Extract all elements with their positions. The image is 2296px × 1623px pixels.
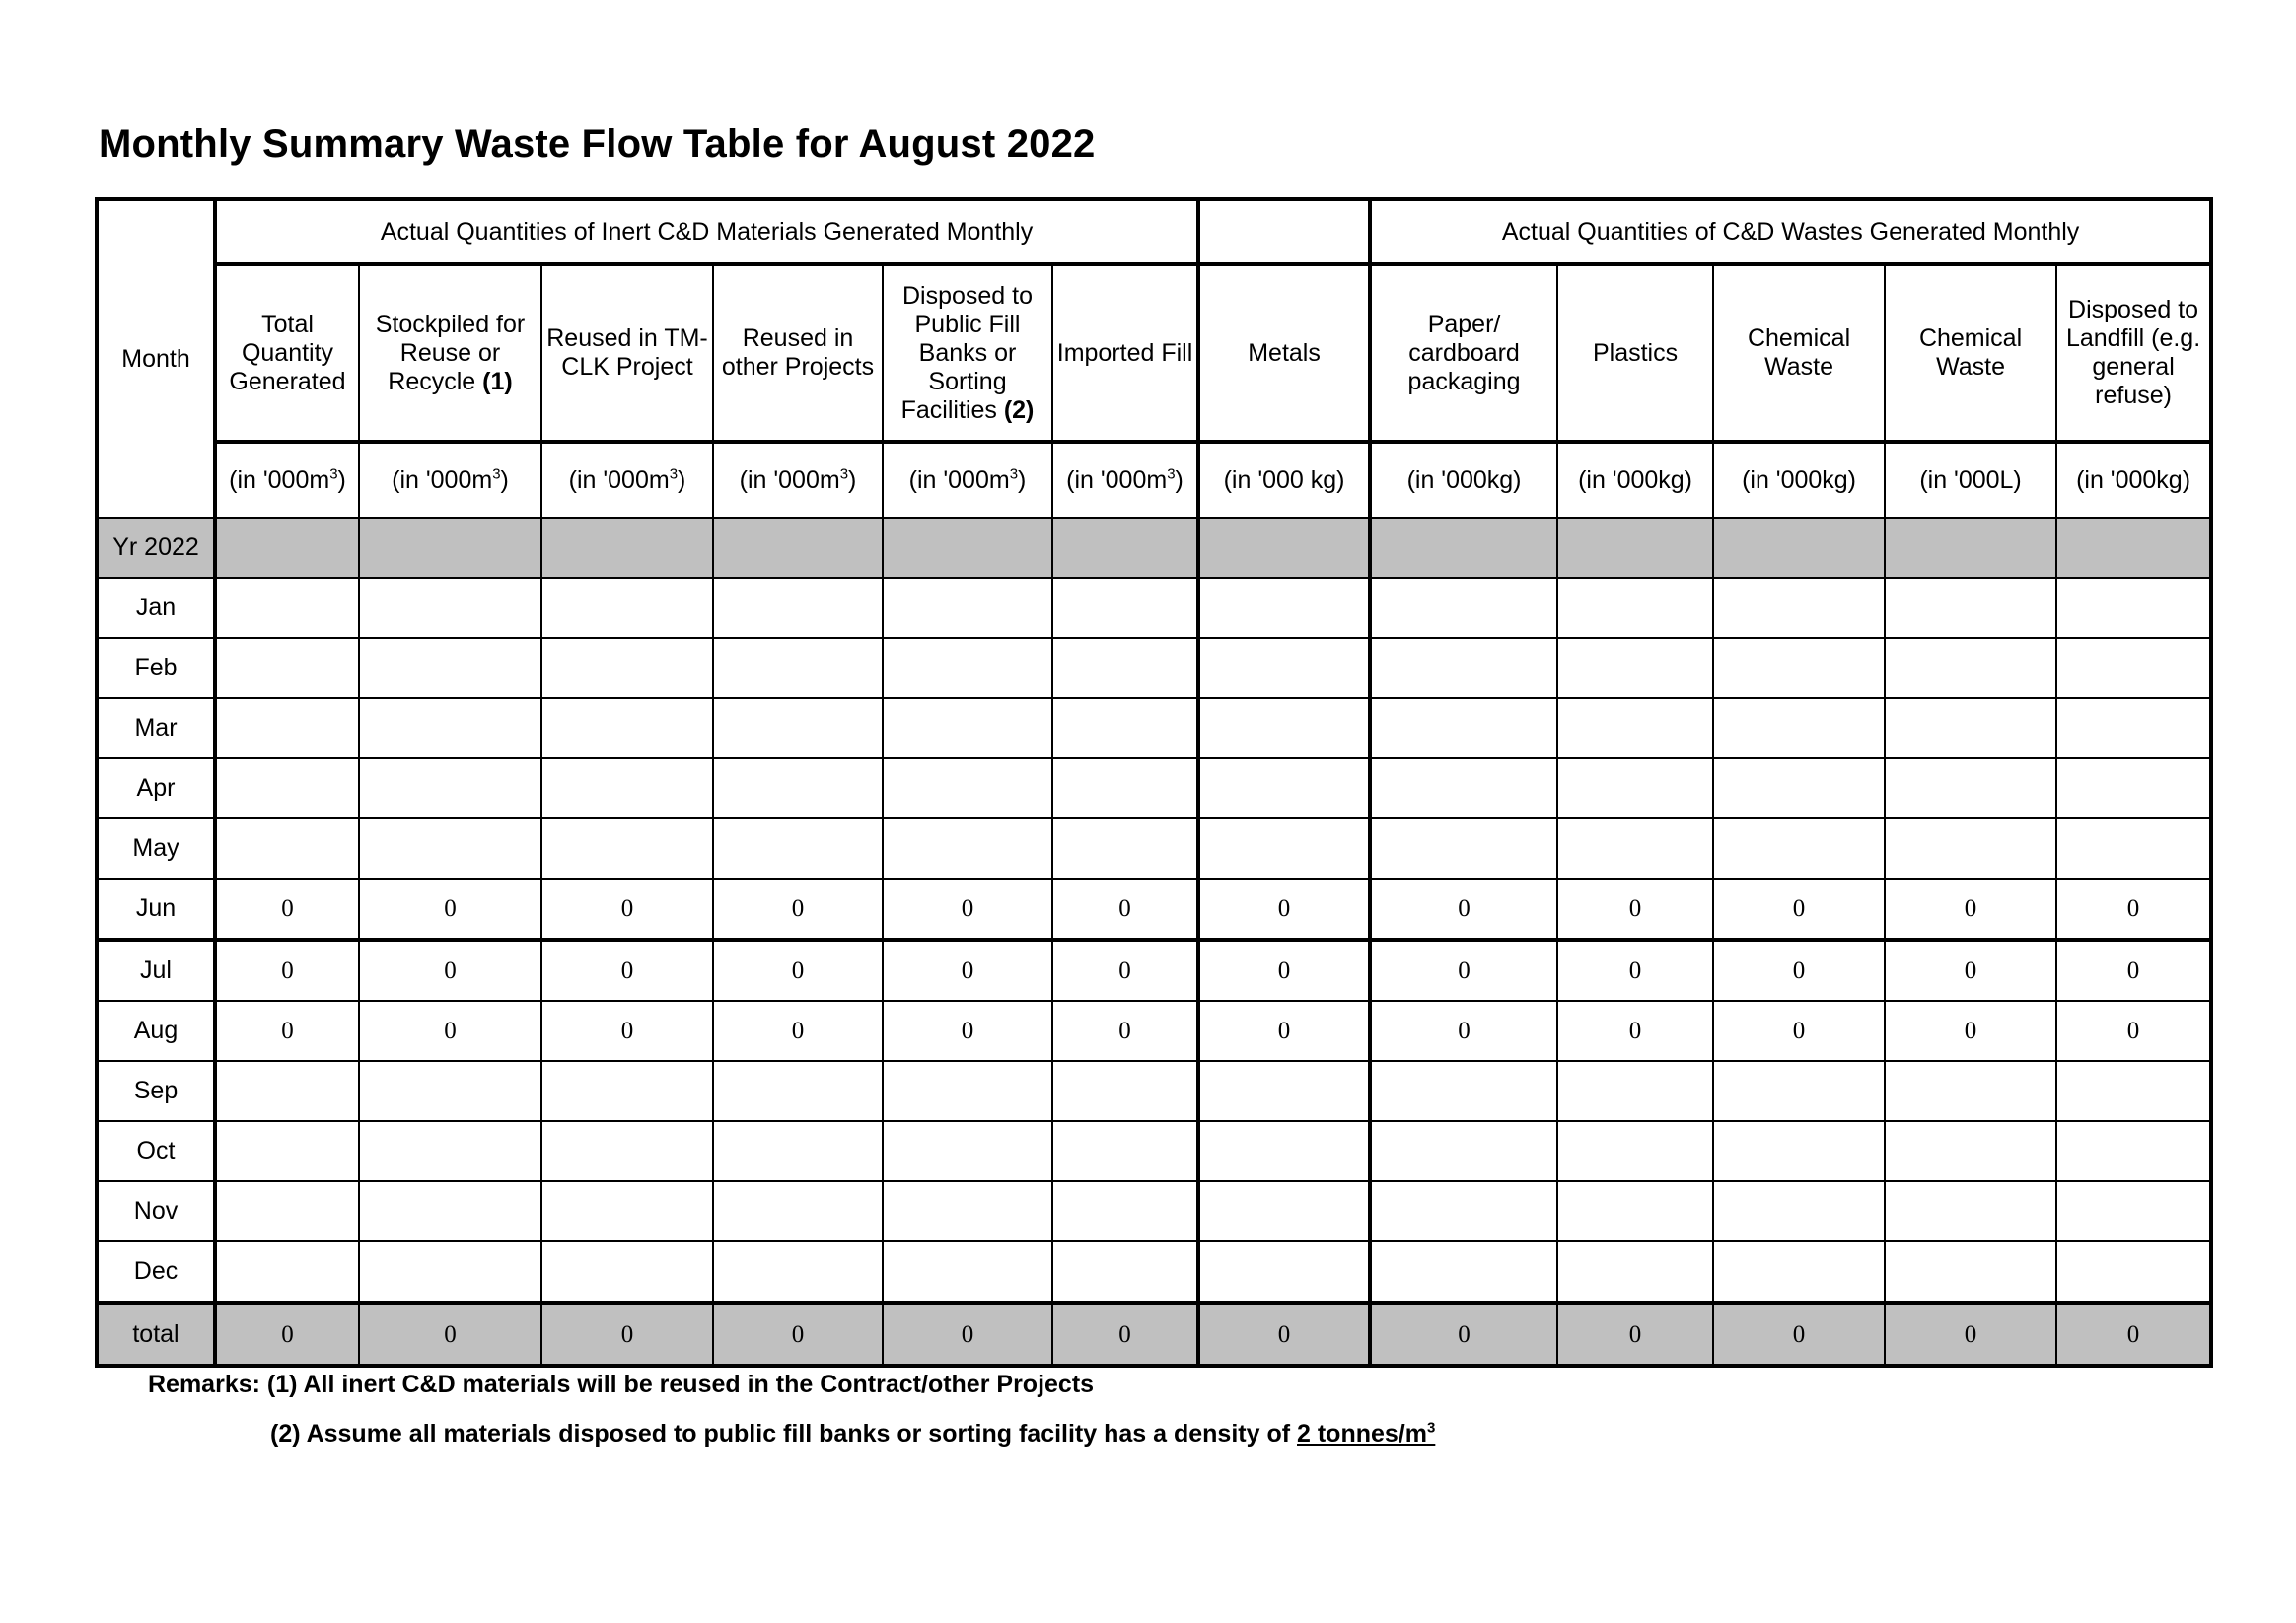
- table-cell: [883, 1121, 1052, 1181]
- table-cell: [541, 698, 713, 758]
- table-row: [97, 879, 2211, 940]
- table-cell: [883, 1061, 1052, 1121]
- table-cell: [1198, 638, 1370, 698]
- table-cell: [1052, 1241, 1198, 1303]
- table-cell: 0: [883, 1303, 1052, 1366]
- table-cell: [883, 638, 1052, 698]
- table-cell: [883, 518, 1052, 578]
- table-row: [97, 638, 2211, 698]
- table-cell: [1885, 1181, 2056, 1241]
- table-cell: [359, 698, 541, 758]
- table-cell: [541, 638, 713, 698]
- table-cell: [1052, 1061, 1198, 1121]
- table-cell: 0: [713, 1303, 883, 1366]
- table-cell: [1557, 758, 1713, 818]
- table-cell: [1713, 1121, 1885, 1181]
- table-cell: 0: [2056, 1001, 2211, 1061]
- table-cell: [1557, 1181, 1713, 1241]
- table-cell: [359, 818, 541, 879]
- table-cell: 0: [713, 940, 883, 1001]
- table-cell: [215, 638, 359, 698]
- table-cell: 0: [1370, 879, 1557, 940]
- remarks-line-1: Remarks: (1) All inert C&D materials will be reused in the Contract/other Projects: [148, 1371, 1095, 1398]
- table-cell: [2056, 578, 2211, 638]
- month-header: Month: [97, 199, 215, 518]
- table-cell: [1713, 818, 1885, 879]
- table-cell: [359, 1061, 541, 1121]
- table-cell: [1198, 518, 1370, 578]
- year-row: [97, 518, 2211, 578]
- table-cell: [215, 1061, 359, 1121]
- col-header-chemical-waste-kg: Chemical Waste: [1713, 264, 1885, 442]
- row-label: Feb: [97, 638, 215, 698]
- table-cell: [2056, 758, 2211, 818]
- table-cell: [883, 758, 1052, 818]
- table-cell: [541, 1181, 713, 1241]
- table-cell: [1713, 1241, 1885, 1303]
- unit-disposed-public: (in '$000m^3$): [883, 442, 1052, 518]
- table-cell: [1052, 1181, 1198, 1241]
- table-cell: [713, 1241, 883, 1303]
- unit-paper: (in '000kg): [1370, 442, 1557, 518]
- table-cell: 0: [1713, 1001, 1885, 1061]
- table-cell: [713, 638, 883, 698]
- table-cell: 0: [713, 879, 883, 940]
- group-header-inert: Actual Quantities of Inert C&D Materials Generated Monthly: [215, 199, 1198, 264]
- table-cell: 0: [883, 1001, 1052, 1061]
- col-header-plastics: Plastics: [1557, 264, 1713, 442]
- table-cell: [215, 1241, 359, 1303]
- table-cell: 0: [359, 940, 541, 1001]
- table-cell: 0: [1557, 940, 1713, 1001]
- table-cell: [541, 758, 713, 818]
- table-cell: [359, 1121, 541, 1181]
- col-header-disposed-public: Disposed to Public Fill Banks or Sorting Facilities (2): [883, 264, 1052, 442]
- table-cell: [1198, 698, 1370, 758]
- row-label: Jan: [97, 578, 215, 638]
- table-cell: [1885, 638, 2056, 698]
- table-cell: 0: [1885, 1303, 2056, 1366]
- table-cell: 0: [1052, 1303, 1198, 1366]
- table-cell: 0: [1885, 1001, 2056, 1061]
- col-header-paper: Paper/ cardboard packaging: [1370, 264, 1557, 442]
- table-cell: [359, 758, 541, 818]
- table-cell: [541, 1121, 713, 1181]
- col-header-metals: Metals: [1198, 264, 1370, 442]
- table-row: [97, 1181, 2211, 1241]
- unit-landfill: (in '000kg): [2056, 442, 2211, 518]
- table-cell: [1370, 518, 1557, 578]
- row-label: Jul: [97, 940, 215, 1001]
- table-cell: 0: [215, 1001, 359, 1061]
- table-cell: [1885, 578, 2056, 638]
- table-cell: [883, 578, 1052, 638]
- table-cell: [2056, 1121, 2211, 1181]
- remarks-line-2: (2) Assume all materials disposed to public fill banks or sorting facility has a density of 2 tonnes/$m^3$: [270, 1419, 1436, 1447]
- table-row: [97, 1001, 2211, 1061]
- table-cell: [215, 1121, 359, 1181]
- row-label: Mar: [97, 698, 215, 758]
- table-cell: [1713, 1061, 1885, 1121]
- table-cell: [359, 578, 541, 638]
- row-label: total: [97, 1303, 215, 1366]
- table-cell: [1052, 1121, 1198, 1181]
- table-cell: [1198, 578, 1370, 638]
- row-label: Aug: [97, 1001, 215, 1061]
- table-cell: [1713, 1181, 1885, 1241]
- table-row: [97, 818, 2211, 879]
- table-cell: [1052, 698, 1198, 758]
- table-row: [97, 578, 2211, 638]
- table-cell: [1052, 818, 1198, 879]
- table-cell: [1557, 1241, 1713, 1303]
- table-cell: [541, 518, 713, 578]
- row-label: Dec: [97, 1241, 215, 1303]
- unit-chemical-waste-l: (in '000L): [1885, 442, 2056, 518]
- table-cell: 0: [1198, 940, 1370, 1001]
- table-body: [97, 518, 2211, 1366]
- table-cell: 0: [1052, 879, 1198, 940]
- table-cell: [215, 698, 359, 758]
- col-header-chemical-waste-l: Chemical Waste: [1885, 264, 2056, 442]
- total-row: [97, 1303, 2211, 1366]
- table-cell: 0: [541, 940, 713, 1001]
- table-cell: [1885, 518, 2056, 578]
- table-cell: [1885, 818, 2056, 879]
- waste-flow-table: [95, 197, 2213, 1368]
- table-cell: [1557, 698, 1713, 758]
- table-cell: [713, 578, 883, 638]
- table-cell: [1713, 578, 1885, 638]
- table-cell: 0: [1370, 1303, 1557, 1366]
- table-cell: 0: [359, 879, 541, 940]
- table-cell: 0: [215, 940, 359, 1001]
- table-cell: [1370, 578, 1557, 638]
- table-cell: [359, 638, 541, 698]
- table-cell: [713, 1121, 883, 1181]
- table-cell: [1052, 758, 1198, 818]
- table-cell: [1557, 818, 1713, 879]
- table-cell: [1370, 758, 1557, 818]
- table-cell: [359, 518, 541, 578]
- table-cell: 0: [1557, 1303, 1713, 1366]
- table-cell: [1885, 1241, 2056, 1303]
- table-cell: [1557, 518, 1713, 578]
- table-cell: 0: [541, 1303, 713, 1366]
- unit-total: (in '$000m^3$): [215, 442, 359, 518]
- table-cell: [1198, 758, 1370, 818]
- table-cell: 0: [713, 1001, 883, 1061]
- table-cell: 0: [1557, 1001, 1713, 1061]
- table-cell: 0: [541, 879, 713, 940]
- table-cell: 0: [1713, 1303, 1885, 1366]
- unit-stockpiled: (in '$000m^3$): [359, 442, 541, 518]
- unit-reused-tm: (in '$000m^3$): [541, 442, 713, 518]
- table-cell: [883, 1241, 1052, 1303]
- row-label: May: [97, 818, 215, 879]
- col-header-stockpiled: Stockpiled for Reuse or Recycle (1): [359, 264, 541, 442]
- unit-reused-other: (in '$000m^3$): [713, 442, 883, 518]
- table-cell: [1052, 518, 1198, 578]
- table-cell: [1370, 818, 1557, 879]
- col-header-landfill: Disposed to Landfill (e.g. general refuse): [2056, 264, 2211, 442]
- unit-imported: (in '$000m^3$): [1052, 442, 1198, 518]
- table-cell: 0: [1198, 879, 1370, 940]
- page-title: Monthly Summary Waste Flow Table for August 2022: [99, 122, 1096, 166]
- table-cell: [1198, 1121, 1370, 1181]
- table-cell: [2056, 638, 2211, 698]
- table-cell: 0: [1713, 940, 1885, 1001]
- table-cell: 0: [215, 879, 359, 940]
- table-cell: [1713, 758, 1885, 818]
- table-cell: [541, 818, 713, 879]
- table-cell: [2056, 1061, 2211, 1121]
- table-cell: 0: [215, 1303, 359, 1366]
- table-cell: 0: [1198, 1001, 1370, 1061]
- table-cell: 0: [359, 1303, 541, 1366]
- table-cell: [1557, 638, 1713, 698]
- col-header-reused-tm: Reused in TM-CLK Project: [541, 264, 713, 442]
- table-cell: [215, 518, 359, 578]
- row-label: Yr 2022: [97, 518, 215, 578]
- table-cell: [359, 1181, 541, 1241]
- table-cell: [1885, 1061, 2056, 1121]
- table-cell: [215, 818, 359, 879]
- table-cell: [1370, 1121, 1557, 1181]
- table-row: [97, 1241, 2211, 1303]
- table-cell: [1557, 578, 1713, 638]
- table-row: [97, 758, 2211, 818]
- table-cell: [1198, 1181, 1370, 1241]
- table-cell: [1370, 1181, 1557, 1241]
- row-label: Apr: [97, 758, 215, 818]
- table-cell: [541, 578, 713, 638]
- table-cell: [215, 758, 359, 818]
- group-header-blank: [1198, 199, 1370, 264]
- group-header-wastes: Actual Quantities of C&D Wastes Generated Monthly: [1370, 199, 2211, 264]
- table-cell: [713, 758, 883, 818]
- table-cell: [1885, 1121, 2056, 1181]
- table-cell: [883, 1181, 1052, 1241]
- table-cell: [2056, 698, 2211, 758]
- row-label: Sep: [97, 1061, 215, 1121]
- table-cell: [1713, 698, 1885, 758]
- table-cell: [215, 1181, 359, 1241]
- table-cell: [1557, 1061, 1713, 1121]
- table-cell: 0: [1713, 879, 1885, 940]
- table-cell: [1370, 1061, 1557, 1121]
- table-cell: [883, 818, 1052, 879]
- table-cell: 0: [1370, 1001, 1557, 1061]
- table-cell: 0: [541, 1001, 713, 1061]
- table-cell: 0: [1885, 940, 2056, 1001]
- table-cell: 0: [2056, 879, 2211, 940]
- table-row: [97, 698, 2211, 758]
- table-cell: [541, 1241, 713, 1303]
- table-cell: 0: [883, 879, 1052, 940]
- row-label: Nov: [97, 1181, 215, 1241]
- unit-plastics: (in '000kg): [1557, 442, 1713, 518]
- row-label: Jun: [97, 879, 215, 940]
- table-row: [97, 940, 2211, 1001]
- table-row: [97, 1061, 2211, 1121]
- table-cell: 0: [1052, 940, 1198, 1001]
- table-cell: [1370, 1241, 1557, 1303]
- col-header-total: Total Quantity Generated: [215, 264, 359, 442]
- table-cell: 0: [359, 1001, 541, 1061]
- table-cell: 0: [1885, 879, 2056, 940]
- table-cell: [541, 1061, 713, 1121]
- table-cell: [2056, 518, 2211, 578]
- table-cell: [215, 578, 359, 638]
- table-cell: [1370, 638, 1557, 698]
- table-cell: [1198, 818, 1370, 879]
- table-cell: [1370, 698, 1557, 758]
- table-cell: [883, 698, 1052, 758]
- density-value: 2 tonnes/$m^3$: [1297, 1419, 1436, 1447]
- table-cell: [713, 518, 883, 578]
- table-cell: [1198, 1061, 1370, 1121]
- table-row: [97, 1121, 2211, 1181]
- table-cell: 0: [2056, 1303, 2211, 1366]
- table-cell: 0: [1370, 940, 1557, 1001]
- table-cell: [1713, 638, 1885, 698]
- table-cell: [1052, 578, 1198, 638]
- table-cell: [1052, 638, 1198, 698]
- table-cell: [713, 818, 883, 879]
- table-cell: [1713, 518, 1885, 578]
- table-cell: 0: [1557, 879, 1713, 940]
- unit-metals: (in '000 kg): [1198, 442, 1370, 518]
- col-header-imported: Imported Fill: [1052, 264, 1198, 442]
- unit-chemical-waste-kg: (in '000kg): [1713, 442, 1885, 518]
- col-header-reused-other: Reused in other Projects: [713, 264, 883, 442]
- table-cell: 0: [1052, 1001, 1198, 1061]
- table-cell: [713, 1061, 883, 1121]
- table-cell: 0: [1198, 1303, 1370, 1366]
- table-cell: 0: [883, 940, 1052, 1001]
- table-cell: [1885, 758, 2056, 818]
- table-cell: [1885, 698, 2056, 758]
- table-cell: 0: [2056, 940, 2211, 1001]
- row-label: Oct: [97, 1121, 215, 1181]
- table-cell: [2056, 818, 2211, 879]
- table-cell: [359, 1241, 541, 1303]
- table-cell: [1198, 1241, 1370, 1303]
- table-cell: [713, 1181, 883, 1241]
- table-cell: [2056, 1241, 2211, 1303]
- table-cell: [2056, 1181, 2211, 1241]
- table-cell: [713, 698, 883, 758]
- table-cell: [1557, 1121, 1713, 1181]
